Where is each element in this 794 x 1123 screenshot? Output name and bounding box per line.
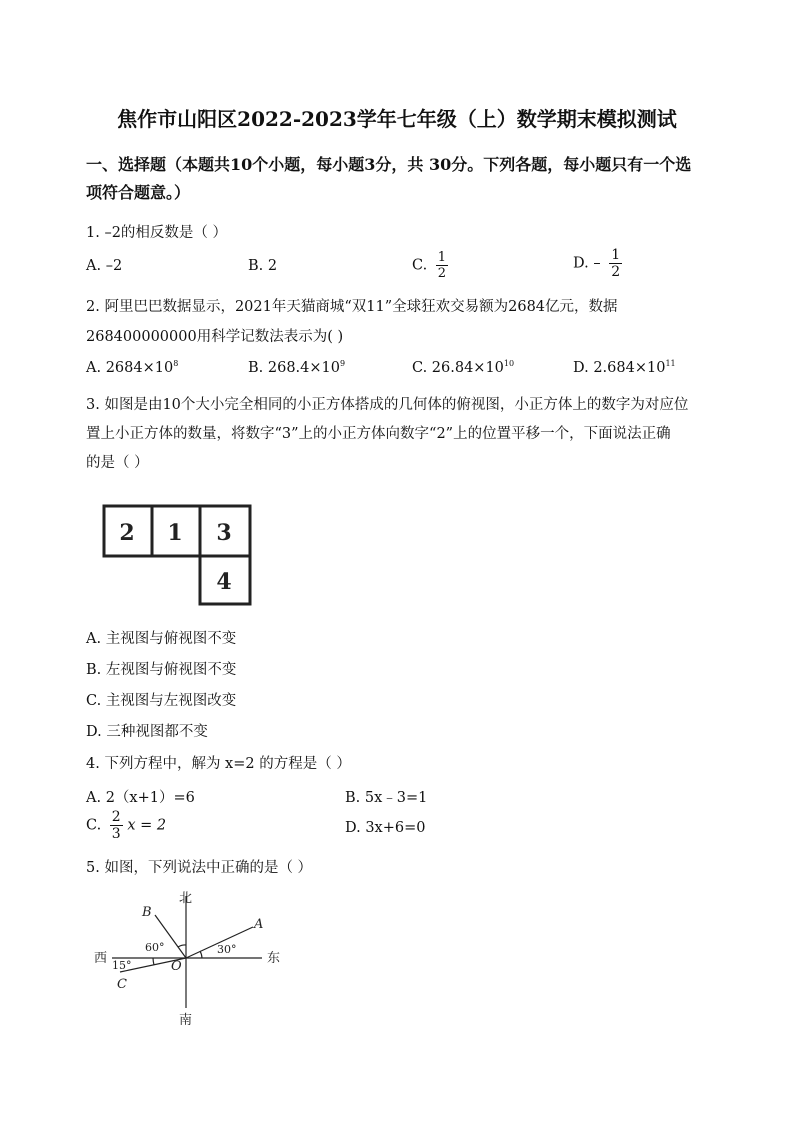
label-south: 南 [179,1013,193,1028]
grid-number-2: 1 [167,520,183,546]
question-4-option-c [86,810,166,841]
exponent: 11 [665,359,676,368]
question-2-option-b [248,359,345,376]
compass-direction-figure [90,888,290,1028]
question-4-option-d: D. 3x+6=0 [345,820,426,836]
fraction [110,810,123,841]
question-3-line3: 的是（ ） [86,455,149,471]
question-1-text: 1. –2的相反数是（ ） [86,225,228,241]
question-2-line2: 268400000000用科学记数法表示为( ) [86,329,344,345]
question-2-line1: 2. 阿里巴巴数据显示，2021年天猫商城“双11”全球狂欢交易额为2684亿元，数据 [86,299,618,315]
exponent: 10 [503,359,515,368]
question-4-option-a: A. 2（x+1）=6 [86,790,195,806]
question-1-option-a: A. –2 [86,258,123,274]
option-text: C. 26.84×10 [412,359,504,376]
fraction-numerator: 1 [611,247,621,263]
option-text: D. 2.684×10 [573,359,666,376]
section-heading-line2: 项符合题意。） [86,183,191,202]
question-1-option-d [573,248,622,279]
grid-number-1: 2 [119,520,135,546]
question-1-option-c [412,251,448,280]
fraction-denominator: 3 [111,826,121,842]
label-point-c: C [117,977,127,992]
label-point-a: A [254,917,264,932]
option-text: B. 268.4×10 [248,359,340,376]
equation-rest: x = 2 [127,817,167,834]
fraction [436,251,448,280]
question-5-text: 5. 如图，下列说法中正确的是（ ） [86,860,313,876]
exponent: 9 [339,359,346,368]
exponent: 8 [173,359,179,368]
angle-arc-c [153,958,154,965]
label-north: 北 [179,891,193,906]
angle-label-30: 30° [217,943,237,956]
fraction-denominator: 2 [611,264,621,280]
question-2-option-a [86,359,178,376]
grid-number-4: 4 [216,569,232,595]
angle-label-15: 15° [112,959,132,972]
question-4-option-b: B. 5x﹣3=1 [345,790,428,806]
question-2-option-d [573,359,676,376]
section-heading-line1: 一、选择题（本题共10个小题，每小题3分，共 30分。下列各题，每小题只有一个选 [86,155,692,174]
question-1-option-b: B. 2 [248,258,278,274]
fraction-numerator: 1 [437,250,447,265]
label-east: 东 [267,951,281,966]
question-4-text: 4. 下列方程中，解为 x=2 的方程是（ ） [86,756,351,772]
grid-number-3: 3 [216,520,232,546]
question-3-option-a: A. 主视图与俯视图不变 [86,631,237,647]
label-west: 西 [94,951,108,966]
top-view-grid-figure [100,503,260,611]
question-3-option-b: B. 左视图与俯视图不变 [86,662,237,678]
option-c-prefix: C. [86,817,102,834]
option-c-prefix: C. [412,257,428,274]
fraction-denominator: 2 [437,266,447,281]
angle-arc-b [178,945,186,947]
question-2-option-c [412,359,514,376]
question-3-line2: 置上小正方体的数量，将数字“3”上的小正方体向数字“2”上的位置平移一个，下面说法正确 [86,426,671,442]
question-3-option-d: D. 三种视图都不变 [86,724,208,740]
question-3-option-c: C. 主视图与左视图改变 [86,693,237,709]
label-point-o: O [171,959,182,974]
question-3-line1: 3. 如图是由10个大小完全相同的小正方体搭成的几何体的俯视图，小正方体上的数字为对应位 [86,397,689,413]
fraction-numerator: 2 [111,809,121,825]
label-point-b: B [142,905,152,920]
fraction [609,248,622,279]
angle-label-60: 60° [145,941,165,954]
page-title: 焦作市山阳区2022-2023学年七年级（上）数学期末模拟测试 [117,107,677,131]
angle-arc-a [200,951,202,958]
option-d-prefix: D. – [573,255,601,272]
option-text: A. 2684×10 [86,359,174,376]
